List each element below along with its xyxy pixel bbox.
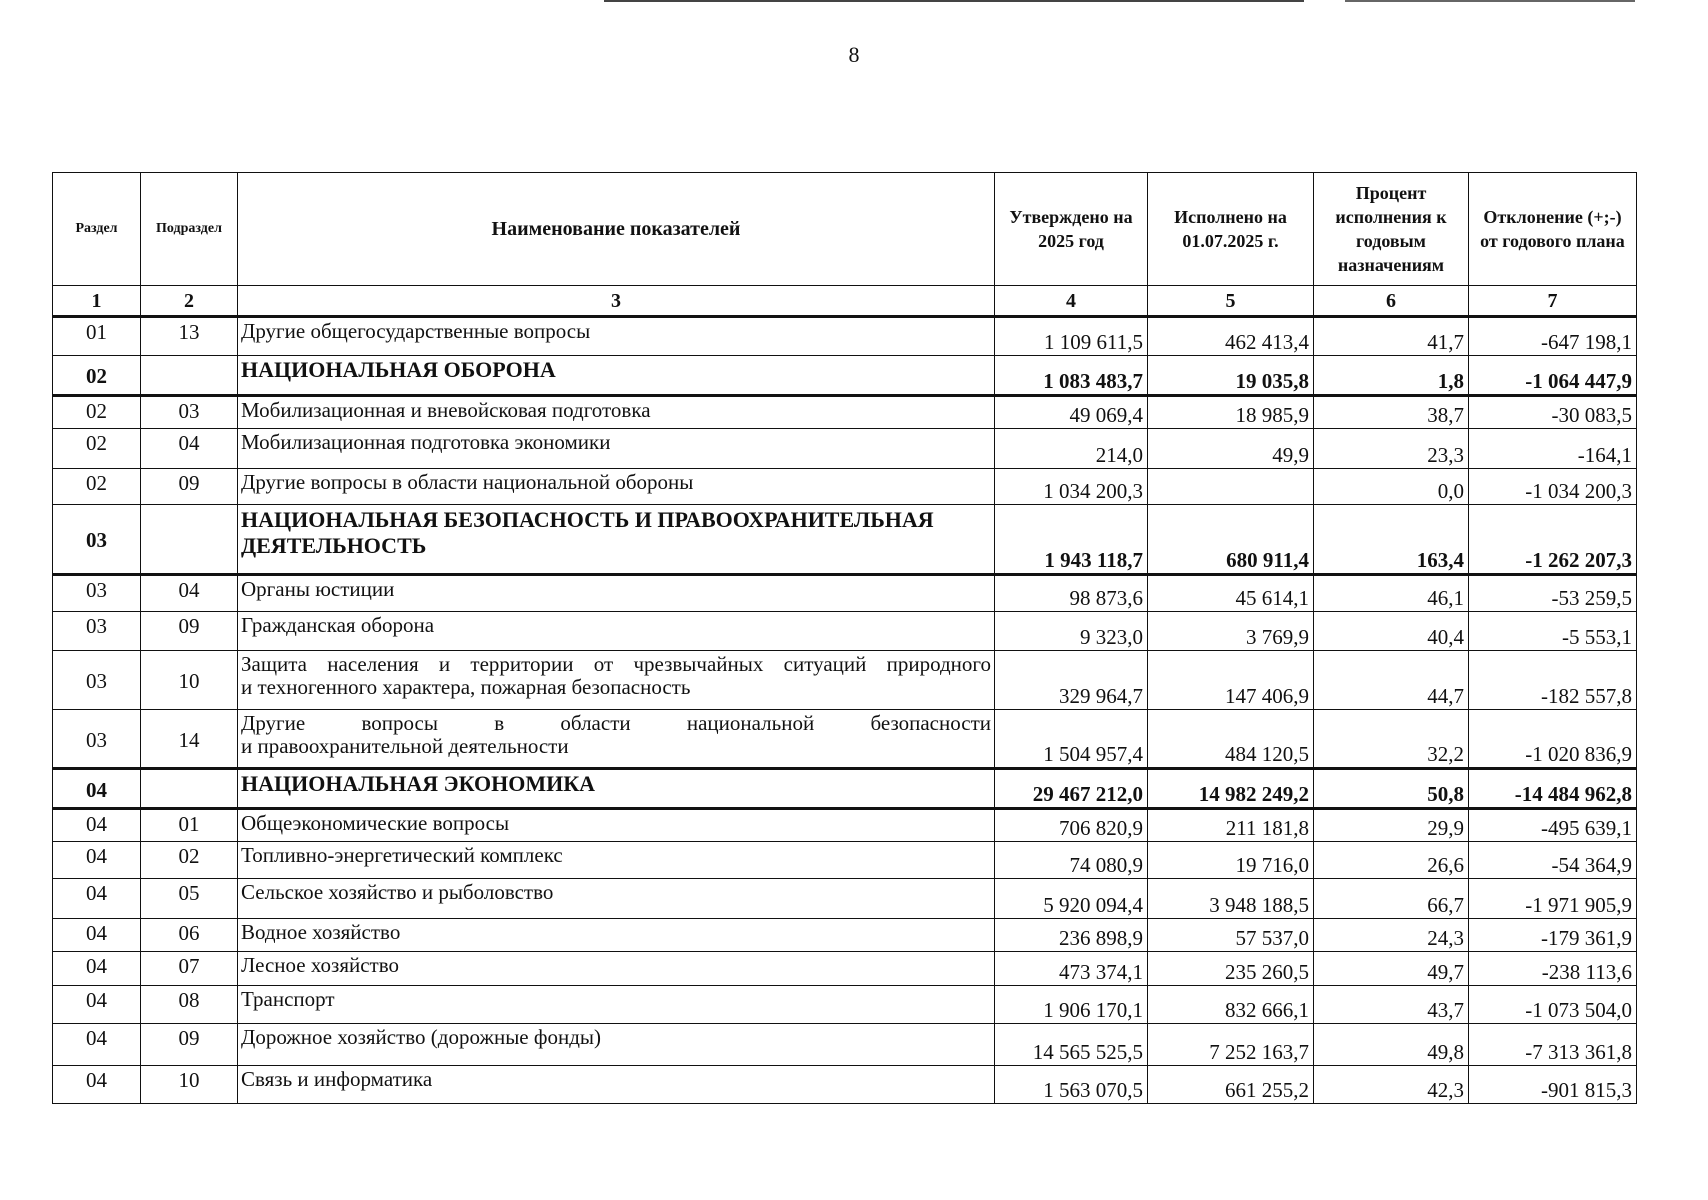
cell-razdel: 02 [53,396,141,429]
cell-name: НАЦИОНАЛЬНАЯ ОБОРОНА [238,356,995,396]
header-row [53,173,1637,286]
cell-podrazdel: 05 [141,879,238,919]
table-header [53,173,1637,317]
cell-name: НАЦИОНАЛЬНАЯ ЭКОНОМИКА [238,769,995,809]
column-number: 3 [238,286,995,317]
cell-percent: 26,6 [1314,842,1469,879]
cell-approved: 74 080,9 [995,842,1148,879]
header-deviation: Отклонение (+;-) от годового плана [1469,173,1637,286]
table-row [53,919,1637,952]
cell-percent: 29,9 [1314,809,1469,842]
cell-podrazdel: 08 [141,986,238,1024]
cell-approved: 1 109 611,5 [995,317,1148,356]
cell-razdel: 04 [53,952,141,986]
cell-razdel: 02 [53,429,141,469]
cell-name-line1: Другие вопросы в области национальной безопасности [241,711,991,735]
table-row [53,1024,1637,1066]
header-podrazdel: Подраздел [141,173,238,286]
cell-executed: 661 255,2 [1148,1066,1314,1104]
cell-approved: 473 374,1 [995,952,1148,986]
cell-razdel: 03 [53,651,141,710]
cell-executed: 19 716,0 [1148,842,1314,879]
cell-percent: 1,8 [1314,356,1469,396]
cell-name [238,710,995,769]
cell-name-line2: и правоохранительной деятельности [241,734,569,758]
cell-razdel: 04 [53,1024,141,1066]
cell-executed: 235 260,5 [1148,952,1314,986]
cell-percent: 50,8 [1314,769,1469,809]
cell-podrazdel: 10 [141,1066,238,1104]
cell-podrazdel: 14 [141,710,238,769]
cell-deviation: -1 971 905,9 [1469,879,1637,919]
cell-podrazdel: 04 [141,575,238,612]
column-number: 5 [1148,286,1314,317]
cell-razdel: 02 [53,469,141,505]
cell-deviation: -30 083,5 [1469,396,1637,429]
cell-executed: 49,9 [1148,429,1314,469]
cell-percent: 46,1 [1314,575,1469,612]
cell-percent: 23,3 [1314,429,1469,469]
cell-approved: 29 467 212,0 [995,769,1148,809]
cell-name: Лесное хозяйство [238,952,995,986]
cell-deviation: -495 639,1 [1469,809,1637,842]
cell-razdel: 03 [53,575,141,612]
cell-name: Общеэкономические вопросы [238,809,995,842]
cell-deviation: -901 815,3 [1469,1066,1637,1104]
cell-name: Связь и информатика [238,1066,995,1104]
section-row [53,769,1637,809]
cell-percent: 49,8 [1314,1024,1469,1066]
column-number-row [53,286,1637,317]
cell-approved: 9 323,0 [995,612,1148,651]
cell-name: Другие общегосударственные вопросы [238,317,995,356]
cell-podrazdel: 10 [141,651,238,710]
cell-executed: 3 769,9 [1148,612,1314,651]
cell-percent: 32,2 [1314,710,1469,769]
cell-podrazdel [141,356,238,396]
cell-razdel: 04 [53,986,141,1024]
cell-name: Топливно-энергетический комплекс [238,842,995,879]
cell-deviation: -1 073 504,0 [1469,986,1637,1024]
cell-executed: 45 614,1 [1148,575,1314,612]
cell-deviation: -1 034 200,3 [1469,469,1637,505]
cell-executed: 19 035,8 [1148,356,1314,396]
header-approved: Утверждено на 2025 год [995,173,1148,286]
cell-percent: 44,7 [1314,651,1469,710]
cell-razdel: 04 [53,769,141,809]
cell-percent: 41,7 [1314,317,1469,356]
cell-podrazdel: 09 [141,1024,238,1066]
cell-approved: 49 069,4 [995,396,1148,429]
table-row [53,429,1637,469]
cell-executed: 147 406,9 [1148,651,1314,710]
cell-executed: 7 252 163,7 [1148,1024,1314,1066]
cell-executed: 680 911,4 [1148,505,1314,575]
cell-approved: 14 565 525,5 [995,1024,1148,1066]
cell-name: Транспорт [238,986,995,1024]
table-row [53,879,1637,919]
cell-name: Мобилизационная подготовка экономики [238,429,995,469]
cell-name: Органы юстиции [238,575,995,612]
section-row [53,356,1637,396]
header-percent: Процент исполнения к годовым назначениям [1314,173,1469,286]
cell-executed: 462 413,4 [1148,317,1314,356]
cell-name: Водное хозяйство [238,919,995,952]
table-row [53,317,1637,356]
table-row [53,986,1637,1024]
cell-deviation: -7 313 361,8 [1469,1024,1637,1066]
cell-name: Другие вопросы в области национальной обороны [238,469,995,505]
cell-approved: 1 504 957,4 [995,710,1148,769]
table-row [53,952,1637,986]
cell-name: Гражданская оборона [238,612,995,651]
column-number: 4 [995,286,1148,317]
cell-podrazdel [141,769,238,809]
header-executed: Исполнено на 01.07.2025 г. [1148,173,1314,286]
cell-approved: 5 920 094,4 [995,879,1148,919]
top-scan-line [604,0,1304,2]
cell-podrazdel: 02 [141,842,238,879]
cell-approved: 214,0 [995,429,1148,469]
cell-executed: 14 982 249,2 [1148,769,1314,809]
cell-podrazdel: 09 [141,469,238,505]
table-body [53,317,1637,1104]
cell-deviation: -182 557,8 [1469,651,1637,710]
cell-razdel: 04 [53,919,141,952]
column-number: 6 [1314,286,1469,317]
cell-name-line2: и техногенного характера, пожарная безопасность [241,675,691,699]
cell-razdel: 04 [53,879,141,919]
cell-razdel: 03 [53,710,141,769]
cell-deviation: -647 198,1 [1469,317,1637,356]
cell-approved: 1 034 200,3 [995,469,1148,505]
cell-executed: 57 537,0 [1148,919,1314,952]
cell-approved: 1 906 170,1 [995,986,1148,1024]
column-number: 2 [141,286,238,317]
cell-deviation: -53 259,5 [1469,575,1637,612]
section-row [53,505,1637,575]
cell-podrazdel: 09 [141,612,238,651]
cell-executed: 3 948 188,5 [1148,879,1314,919]
cell-name: НАЦИОНАЛЬНАЯ БЕЗОПАСНОСТЬ И ПРАВООХРАНИТЕЛЬНАЯ ДЕЯТЕЛЬНОСТЬ [238,505,995,575]
cell-podrazdel: 03 [141,396,238,429]
cell-percent: 49,7 [1314,952,1469,986]
header-name: Наименование показателей [238,173,995,286]
cell-name [238,651,995,710]
cell-deviation: -14 484 962,8 [1469,769,1637,809]
cell-approved: 98 873,6 [995,575,1148,612]
cell-deviation: -5 553,1 [1469,612,1637,651]
cell-deviation: -164,1 [1469,429,1637,469]
cell-executed: 211 181,8 [1148,809,1314,842]
cell-name-line1: Защита населения и территории от чрезвычайных ситуаций природного [241,652,991,676]
cell-razdel: 01 [53,317,141,356]
cell-name: Мобилизационная и вневойсковая подготовка [238,396,995,429]
cell-podrazdel: 01 [141,809,238,842]
cell-executed: 832 666,1 [1148,986,1314,1024]
table-row [53,1066,1637,1104]
cell-podrazdel: 13 [141,317,238,356]
table-row [53,710,1637,769]
cell-deviation: -1 262 207,3 [1469,505,1637,575]
column-number: 1 [53,286,141,317]
cell-razdel: 02 [53,356,141,396]
cell-percent: 0,0 [1314,469,1469,505]
table-row [53,842,1637,879]
cell-podrazdel: 07 [141,952,238,986]
cell-percent: 43,7 [1314,986,1469,1024]
cell-executed [1148,469,1314,505]
cell-razdel: 03 [53,505,141,575]
cell-name: Дорожное хозяйство (дорожные фонды) [238,1024,995,1066]
cell-deviation: -179 361,9 [1469,919,1637,952]
cell-razdel: 04 [53,1066,141,1104]
table-row [53,809,1637,842]
cell-executed: 484 120,5 [1148,710,1314,769]
cell-approved: 236 898,9 [995,919,1148,952]
column-number: 7 [1469,286,1637,317]
cell-razdel: 04 [53,809,141,842]
cell-approved: 1 083 483,7 [995,356,1148,396]
cell-name: Сельское хозяйство и рыболовство [238,879,995,919]
page-number: 8 [848,42,860,67]
cell-deviation: -1 064 447,9 [1469,356,1637,396]
cell-percent: 163,4 [1314,505,1469,575]
cell-percent: 24,3 [1314,919,1469,952]
cell-percent: 40,4 [1314,612,1469,651]
top-scan-line-right [1345,0,1635,2]
cell-podrazdel: 04 [141,429,238,469]
cell-percent: 66,7 [1314,879,1469,919]
cell-podrazdel [141,505,238,575]
table-row [53,651,1637,710]
table-row [53,396,1637,429]
cell-deviation: -238 113,6 [1469,952,1637,986]
cell-percent: 38,7 [1314,396,1469,429]
budget-execution-table [52,172,1637,1104]
cell-approved: 329 964,7 [995,651,1148,710]
cell-approved: 1 563 070,5 [995,1066,1148,1104]
table-row [53,575,1637,612]
cell-razdel: 04 [53,842,141,879]
header-razdel: Раздел [53,173,141,286]
cell-razdel: 03 [53,612,141,651]
cell-approved: 1 943 118,7 [995,505,1148,575]
cell-deviation: -1 020 836,9 [1469,710,1637,769]
cell-podrazdel: 06 [141,919,238,952]
cell-executed: 18 985,9 [1148,396,1314,429]
table-row [53,612,1637,651]
table-row [53,469,1637,505]
cell-approved: 706 820,9 [995,809,1148,842]
cell-deviation: -54 364,9 [1469,842,1637,879]
cell-percent: 42,3 [1314,1066,1469,1104]
